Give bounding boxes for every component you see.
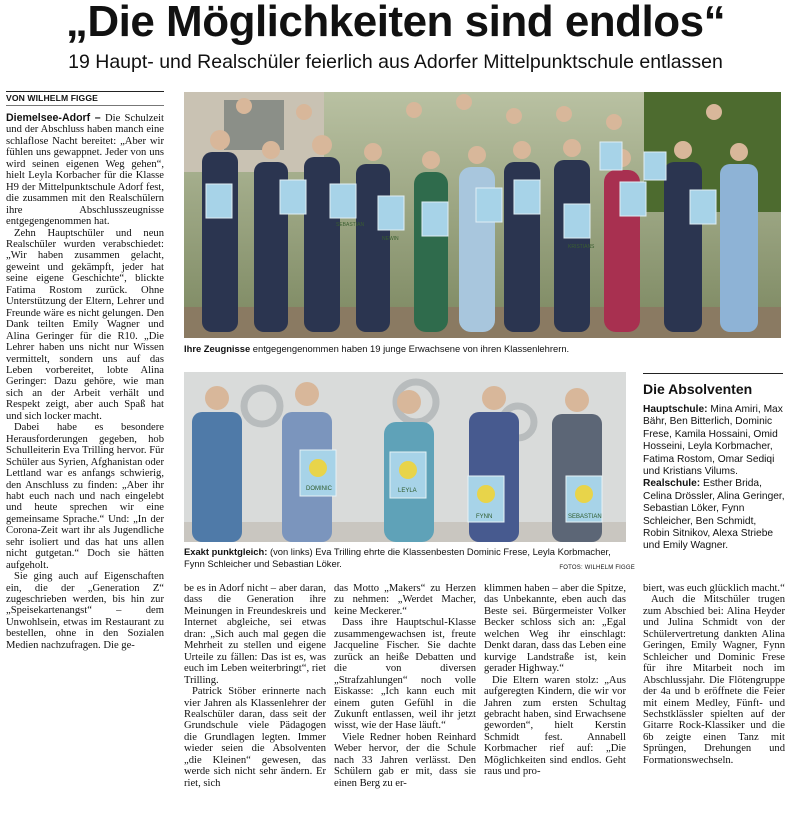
author-rule	[6, 91, 164, 92]
paragraph: Auch die Mitschüler trugen zum Abschied bei: Alina Heyder und Julina Schmidt von der Schülervertretung dankten Alina Geringen, Emily Wagner, Fynn Schleicher und Dominic Frese für ihre Mitarbeit noch im Abschlussjahr. Die Flötengruppe der 4a und b eröffnete die Feier mit einem Medley, Fünft- und Sechstklässler spielten auf der Gitarre Rock-Klassiker und die 6b zeigte einen Tanz mit Sprüngen, Drehungen und Formationswechseln.	[643, 594, 785, 766]
author: VON WILHELM FIGGE	[6, 93, 98, 103]
subline: 19 Haupt- und Realschüler feierlich aus Adorfer Mittelpunktschule entlassen	[68, 51, 723, 73]
paragraph: Zehn Hauptschüler und neun Realschüler wurden verabschiedet: „Wir haben zusammen gelacht, geweint und gekämpft, jeder hat seine eigene Geschichte“, blickte Fatima Rostom zurück. Ohne Unterstützung der Eltern, Lehrer und Freunde wäre es nicht gelungen. Den Dank teilten Emily Wagner und Alina Geringer für die R10. „Die Lehrer haben uns nicht nur Wissen vermittelt, sondern uns auf das Leben vorbereitet, lobte Alina Geringer: Dazu gehöre, wie man sich an der Arbeit verhält und Respekt zeigt, aber auch Spaß hat und sich locker macht.	[6, 227, 164, 422]
paragraph: biert, was euch glücklich macht.“	[643, 583, 785, 594]
group-photo-illustration	[184, 92, 781, 338]
cert-name: DOMINIC	[306, 486, 332, 492]
paragraph: Viele Redner hoben Reinhard Weber hervor, der die Schule nach 33 Jahren verlässt. Den Schülern gab er mit, dass sie einen Berg zu er-	[334, 731, 476, 789]
realschule-names: Esther Brida, Celina Drössler, Alina Geringer, Sebastian Löker, Fynn Schleicher, Ben Schmidt, Robin Sitnikov, Alexa Striebe und Emily Wagner.	[643, 478, 785, 552]
cert-name: SEBASTIAN	[568, 514, 602, 520]
article-column-4	[484, 583, 626, 778]
caption-bold: Ihre Zeugnisse	[184, 343, 251, 354]
paragraph: Die Eltern waren stolz: „Aus aufgeregten Kindern, die wir vor Jahren zum ersten Schultag gebracht haben, sind Erwachsene geworden“, hielt Kerstin Schmidt fest. Annabell Korbmacher rief auf: „Die Möglichkeiten sind endlos. Geht raus und pro-	[484, 674, 626, 778]
hauptschule-names: Mina Amiri, Max Bähr, Ben Bitterlich, Dominic Frese, Kamila Hossaini, Omid Hosseini, Leyla Korbmacher, Fatima Rostom, Omar Sediqi und Kristians Vilums.	[643, 404, 783, 478]
paragraph: Dabei habe es besondere Herausforderungen gegeben, hob Schulleiterin Eva Trilling hervor. Für Schüler aus Syrien, Afghanistan oder Lettland war es anfangs schwierig, den Anschluss zu finden: „Aber ihr habt euch nach und nach eingelebt und heute sprechen wir eine gemeinsame Sprache.“ Und: „In der Corona-Zeit wart ihr als Jugendliche sehr isoliert und das hat uns allen nicht gutgetan.“ Doch sie hätten aufgeholt.	[6, 422, 164, 571]
sidebar-title: Die Absolventen	[643, 381, 753, 397]
caption-text: entgegengenommen haben 19 junge Erwachsene von ihren Klassenlehrern.	[250, 343, 570, 354]
article-column-5	[643, 583, 785, 766]
caption-text: (von links) Eva Trilling ehrte die Klassenbesten Dominic Frese, Leyla Korbmacher, Fynn Schleicher und Sebastian Löker.	[184, 546, 611, 569]
cert-name: FYNN	[476, 514, 493, 520]
photo-credit: FOTOS: WILHELM FIGGE	[559, 565, 635, 571]
paragraph: be es in Adorf nicht – aber daran, dass die Generation ihre Meinungen in Freundeskreis und Internet abgleiche, sei etwas dran: „Sich auch mal gegen die Mehrheit zu stellen und eigene Urteile zu fällen: Das ist es, was euch im Leben weiterbringt“, riet Trilling.	[184, 583, 326, 686]
top-students-photo	[184, 372, 626, 542]
sidebar-rule	[643, 373, 783, 374]
article-column-2	[184, 583, 326, 789]
photo1-caption	[184, 343, 781, 355]
hauptschule-label: Hauptschule:	[643, 404, 708, 415]
caption-bold: Exakt punktgleich:	[184, 546, 268, 557]
paragraph: Die Schulzeit und der Abschluss haben manch eine schlaflose Nacht bereitet: „Aber wir fühlen uns gewappnet. Jeder von uns wird seinen eigenen Weg gehen“, hielt Leyla Korbacher für die Klasse H9 der Mittelpunktschule Adorf fest, die zusammen mit den Realschülern ihre Abschlusszeugnisse entgegengenommen hat.	[6, 113, 164, 228]
paragraph: Dass ihre Hauptschul-Klasse zusammengewachsen ist, freute Jacqueline Fischer. Sie dachte zurück an heiße Debatten und die von diversen „Strafzahlungen“ noch volle Eiskasse: „Ich kann euch mit einem guten Gefühl in die Zukunft entlassen, weil ihr jetzt wisst, wie der Hase läuft.“	[334, 617, 476, 732]
headline: „Die Möglichkeiten sind endlos“	[65, 0, 726, 46]
sidebar-list	[643, 404, 785, 553]
cert-name: KRISTIANS	[568, 244, 595, 250]
dateline: Diemelsee-Adorf –	[6, 112, 101, 124]
cert-name: SEBASTIAN	[336, 222, 365, 228]
author-rule-bottom	[6, 105, 164, 106]
article-column-1	[6, 113, 164, 819]
cert-name: NEWIN	[382, 236, 399, 242]
top-students-illustration	[184, 372, 626, 542]
graduates-group-photo	[184, 92, 781, 338]
cert-name: LEYLA	[398, 488, 417, 494]
realschule-label: Realschule:	[643, 478, 701, 490]
paragraph: klimmen haben – aber die Spitze, das Unbekannte, eben auch das Beste sei. Bürgermeister Volker Becker schloss sich an: „Egal welchen Weg ihr einschlagt: Denkt daran, dass das Leben eine kurvige Landstraße ist, kein gerader Highway.“	[484, 583, 626, 675]
article-column-3	[334, 583, 476, 789]
paragraph: Patrick Stöber erinnerte nach vier Jahren als Klassenlehrer der Realschüler daran, dass seit der Grundschule viele Pädagogen die Grundlagen legten. Immer wieder seien die Absolventen „die Kleinen“ gewesen, das werde sich nicht sehr ändern. Er riet, sich	[184, 686, 326, 789]
paragraph: Sie ging auch auf Eigenschaften ein, die der „Generation Z“ zugeschrieben werden, bis hin zur „Speisekartenangst“ – dem Unwohlsein, etwas im Restaurant zu bestellen, ohne in den Sozialen Medien nachzufragen. Die ge-	[6, 571, 164, 651]
paragraph: das Motto „Makers“ zu Herzen zu nehmen: „Werdet Macher, keine Meckerer.“	[334, 583, 476, 617]
